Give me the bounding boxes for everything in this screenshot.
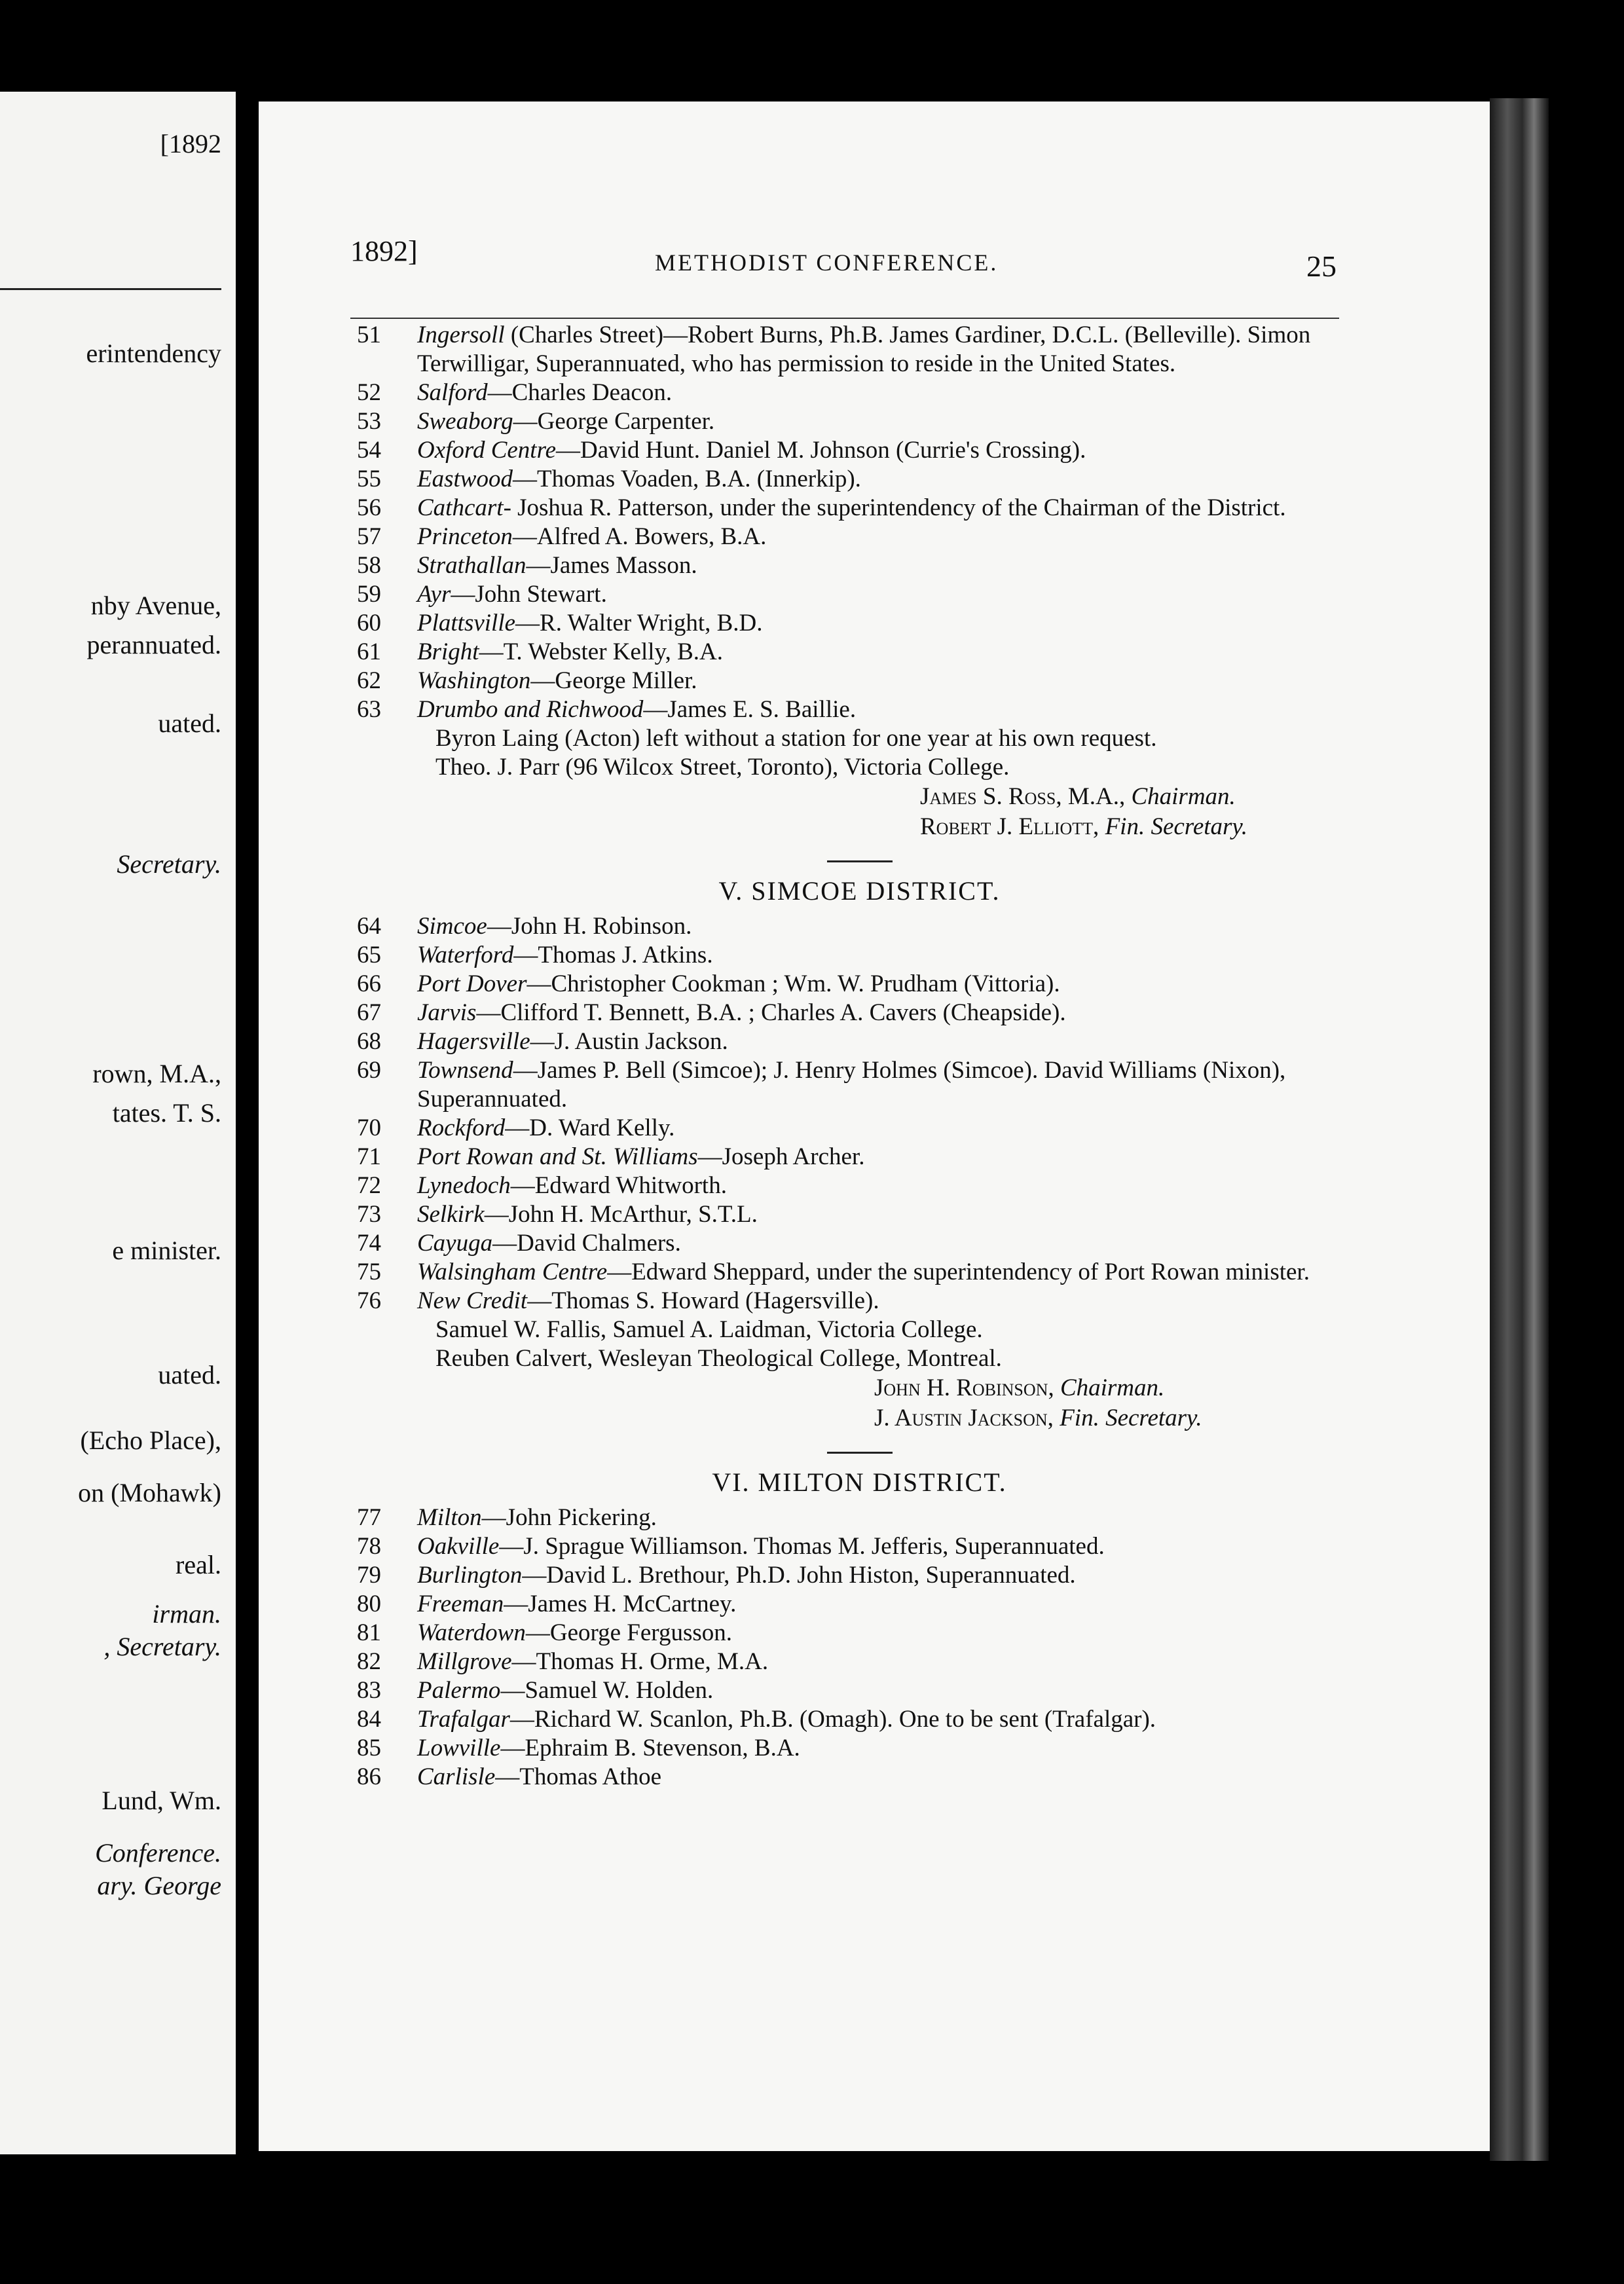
chairman-name: John H. Robinson, xyxy=(874,1374,1054,1401)
left-page-text-fragment: nby Avenue, xyxy=(90,591,221,620)
circuit-entry xyxy=(357,1027,1362,1056)
circuit-number: 53 xyxy=(357,408,381,435)
circuit-entry xyxy=(357,551,1362,580)
circuit-ministers: —George Fergusson. xyxy=(525,1619,733,1646)
left-page-text-fragment: e minister. xyxy=(112,1236,221,1265)
circuit-entry xyxy=(357,1590,1362,1619)
circuit-number: 68 xyxy=(357,1028,381,1055)
left-page-text-fragment: , Secretary. xyxy=(103,1632,221,1661)
circuit-place: Strathallan xyxy=(417,552,526,579)
circuit-number: 77 xyxy=(357,1504,381,1531)
circuit-place: Salford xyxy=(417,379,488,406)
circuit-entry xyxy=(357,436,1362,465)
circuit-place: Lynedoch xyxy=(417,1172,511,1199)
left-page-text-fragment: Lund, Wm. xyxy=(101,1786,221,1815)
simcoe-district-list xyxy=(357,912,1362,1316)
circuit-entry xyxy=(357,609,1362,638)
circuit-entry xyxy=(357,999,1362,1027)
circuit-place: Bright xyxy=(417,638,479,665)
circuit-place: Lowville xyxy=(417,1735,501,1761)
circuit-place: Port Dover xyxy=(417,970,527,997)
note-line: Byron Laing (Acton) left without a station for one year at his own request. xyxy=(435,725,1157,752)
district-heading: VI. MILTON DISTRICT. xyxy=(712,1467,1007,1497)
page-content xyxy=(357,321,1362,1792)
circuit-place: Burlington xyxy=(417,1562,523,1589)
circuit-ministers: —David Chalmers. xyxy=(492,1230,681,1257)
circuit-number: 70 xyxy=(357,1114,381,1141)
circuit-place: Walsingham Centre xyxy=(417,1259,608,1285)
left-page-text-fragment: Secretary. xyxy=(117,849,221,879)
circuit-ministers: —Thomas Athoe xyxy=(495,1763,662,1790)
circuit-entry xyxy=(357,378,1362,407)
circuit-ministers: —J. Sprague Williamson. Thomas M. Jefferis, Superannuated. xyxy=(499,1533,1105,1560)
circuit-ministers: —John Stewart. xyxy=(451,581,607,608)
section-divider xyxy=(827,860,893,862)
circuit-ministers: —Ephraim B. Stevenson, B.A. xyxy=(500,1735,800,1761)
circuit-ministers: —Joseph Archer. xyxy=(697,1143,865,1170)
chairman-name: James S. Ross, M.A., xyxy=(920,783,1126,810)
circuit-ministers: —John H. McArthur, S.T.L. xyxy=(484,1201,758,1228)
circuit-place: Trafalgar xyxy=(417,1706,510,1733)
circuit-place: Rockford xyxy=(417,1114,506,1141)
circuit-entry xyxy=(357,1287,1362,1316)
circuit-entry xyxy=(357,1503,1362,1532)
left-page-text-fragment: perannuated. xyxy=(86,630,221,659)
circuit-entry xyxy=(357,1619,1362,1648)
circuit-place: New Credit xyxy=(417,1287,528,1314)
circuit-number: 72 xyxy=(357,1172,381,1199)
header-title: METHODIST CONFERENCE. xyxy=(655,249,999,276)
secretary-name: J. Austin Jackson, xyxy=(874,1405,1054,1431)
circuit-number: 75 xyxy=(357,1259,381,1285)
milton-district-list xyxy=(357,1503,1362,1792)
page-number: 25 xyxy=(1306,249,1337,283)
secretary-role: Fin. Secretary. xyxy=(1060,1405,1202,1431)
circuit-number: 54 xyxy=(357,437,381,464)
left-page-text-fragment: irman. xyxy=(152,1599,221,1629)
chairman-role: Chairman. xyxy=(1060,1374,1165,1401)
circuit-place: Waterford xyxy=(417,942,514,968)
left-page-text-fragment: erintendency xyxy=(86,339,221,368)
circuit-entry xyxy=(357,523,1362,551)
circuit-entry xyxy=(357,1648,1362,1676)
circuit-number: 84 xyxy=(357,1706,381,1733)
circuit-entry xyxy=(357,1171,1362,1200)
circuit-entry xyxy=(357,494,1362,523)
circuit-ministers: —David Hunt. Daniel M. Johnson (Currie's Crossing). xyxy=(556,437,1086,464)
circuit-number: 57 xyxy=(357,523,381,550)
circuit-ministers: —Richard W. Scanlon, Ph.B. (Omagh). One to be sent (Trafalgar). xyxy=(509,1706,1156,1733)
circuit-entry xyxy=(357,580,1362,609)
circuit-ministers: —George Miller. xyxy=(530,667,697,694)
circuit-number: 55 xyxy=(357,466,381,492)
circuit-number: 61 xyxy=(357,638,381,665)
circuit-number: 78 xyxy=(357,1533,381,1560)
district-signature xyxy=(357,782,1362,842)
circuit-ministers: —Charles Deacon. xyxy=(487,379,673,406)
circuit-ministers: —D. Ward Kelly. xyxy=(505,1114,675,1141)
circuit-place: Cayuga xyxy=(417,1230,493,1257)
circuit-ministers: (Charles Street)—Robert Burns, Ph.B. James Gardiner, D.C.L. (Belleville). Simon Terwilligar, Superannuated, who has permission to reside in the United States. xyxy=(417,322,1311,377)
left-page-header-rule xyxy=(0,288,221,290)
circuit-entry xyxy=(357,1114,1362,1143)
circuit-entry xyxy=(357,1258,1362,1287)
circuit-number: 60 xyxy=(357,610,381,636)
circuit-place: Washington xyxy=(417,667,531,694)
header-rule xyxy=(350,318,1339,319)
circuit-place: Ingersoll xyxy=(417,322,505,348)
circuit-ministers: —J. Austin Jackson. xyxy=(530,1028,728,1055)
circuit-number: 56 xyxy=(357,494,381,521)
book-spine-edge xyxy=(1490,98,1549,2161)
circuit-ministers: —Thomas S. Howard (Hagersville). xyxy=(527,1287,879,1314)
wesley-district-list-continued xyxy=(357,321,1362,724)
circuit-number: 63 xyxy=(357,696,381,723)
circuit-entry xyxy=(357,667,1362,695)
circuit-number: 71 xyxy=(357,1143,381,1170)
circuit-entry xyxy=(357,465,1362,494)
circuit-ministers: —Thomas H. Orme, M.A. xyxy=(511,1648,769,1675)
circuit-place: Selkirk xyxy=(417,1201,485,1228)
circuit-entry xyxy=(357,1143,1362,1171)
circuit-entry xyxy=(357,1734,1362,1763)
circuit-number: 52 xyxy=(357,379,381,406)
district-heading: V. SIMCOE DISTRICT. xyxy=(718,876,1001,906)
circuit-place: Princeton xyxy=(417,523,513,550)
circuit-ministers: —David L. Brethour, Ph.D. John Histon, Superannuated. xyxy=(522,1562,1076,1589)
circuit-ministers: —Christopher Cookman ; Wm. W. Prudham (Vittoria). xyxy=(526,970,1060,997)
circuit-number: 69 xyxy=(357,1057,381,1084)
circuit-ministers: - Joshua R. Patterson, under the superintendency of the Chairman of the District. xyxy=(503,494,1286,521)
circuit-number: 74 xyxy=(357,1230,381,1257)
circuit-number: 62 xyxy=(357,667,381,694)
circuit-number: 76 xyxy=(357,1287,381,1314)
circuit-ministers: —James P. Bell (Simcoe); J. Henry Holmes (Simcoe). David Williams (Nixon), Superannuated. xyxy=(417,1057,1286,1113)
circuit-place: Drumbo and Richwood xyxy=(417,696,644,723)
circuit-number: 67 xyxy=(357,999,381,1026)
circuit-entry xyxy=(357,1763,1362,1792)
circuit-number: 79 xyxy=(357,1562,381,1589)
circuit-place: Hagersville xyxy=(417,1028,530,1055)
circuit-place: Jarvis xyxy=(417,999,477,1026)
circuit-place: Milton xyxy=(417,1504,482,1531)
circuit-ministers: —James E. S. Baillie. xyxy=(643,696,857,723)
circuit-number: 59 xyxy=(357,581,381,608)
circuit-place: Oakville xyxy=(417,1533,500,1560)
left-page-text-fragment: Conference. xyxy=(95,1838,221,1868)
circuit-number: 58 xyxy=(357,552,381,579)
circuit-place: Waterdown xyxy=(417,1619,526,1646)
circuit-number: 86 xyxy=(357,1763,381,1790)
circuit-ministers: —John H. Robinson. xyxy=(487,913,692,940)
circuit-ministers: —John Pickering. xyxy=(481,1504,657,1531)
circuit-number: 64 xyxy=(357,913,381,940)
circuit-entry xyxy=(357,970,1362,999)
circuit-entry xyxy=(357,1056,1362,1114)
secretary-role: Fin. Secretary. xyxy=(1105,813,1248,840)
circuit-entry xyxy=(357,407,1362,436)
circuit-place: Freeman xyxy=(417,1591,504,1617)
circuit-place: Cathcart xyxy=(417,494,504,521)
note-line: Samuel W. Fallis, Samuel A. Laidman, Victoria College. xyxy=(435,1316,983,1343)
circuit-ministers: —Edward Whitworth. xyxy=(510,1172,727,1199)
circuit-ministers: —Clifford T. Bennett, B.A. ; Charles A. Cavers (Cheapside). xyxy=(476,999,1066,1026)
left-page-text-fragment: tates. T. S. xyxy=(112,1098,221,1128)
circuit-entry xyxy=(357,941,1362,970)
circuit-entry xyxy=(357,1561,1362,1590)
circuit-ministers: —Alfred A. Bowers, B.A. xyxy=(512,523,767,550)
circuit-ministers: —R. Walter Wright, B.D. xyxy=(515,610,763,636)
circuit-entry xyxy=(357,1532,1362,1561)
circuit-entry xyxy=(357,1705,1362,1734)
circuit-number: 80 xyxy=(357,1591,381,1617)
circuit-place: Townsend xyxy=(417,1057,513,1084)
circuit-place: Carlisle xyxy=(417,1763,496,1790)
district-notes xyxy=(357,724,1362,782)
left-page-text-fragment: uated. xyxy=(158,709,221,738)
circuit-number: 73 xyxy=(357,1201,381,1228)
circuit-entry xyxy=(357,638,1362,667)
circuit-entry xyxy=(357,1229,1362,1258)
circuit-number: 81 xyxy=(357,1619,381,1646)
left-page-text-fragment: (Echo Place), xyxy=(80,1426,221,1455)
circuit-ministers: —T. Webster Kelly, B.A. xyxy=(479,638,724,665)
note-line: Reuben Calvert, Wesleyan Theological College, Montreal. xyxy=(435,1345,1002,1372)
circuit-number: 85 xyxy=(357,1735,381,1761)
section-divider xyxy=(827,1452,893,1454)
note-line: Theo. J. Parr (96 Wilcox Street, Toronto), Victoria College. xyxy=(435,754,1010,781)
left-page-text-fragment: [1892 xyxy=(160,129,221,158)
left-facing-page xyxy=(0,92,236,2154)
circuit-number: 83 xyxy=(357,1677,381,1704)
circuit-ministers: —James H. McCartney. xyxy=(504,1591,737,1617)
circuit-place: Palermo xyxy=(417,1677,501,1704)
circuit-number: 66 xyxy=(357,970,381,997)
circuit-number: 65 xyxy=(357,942,381,968)
circuit-number: 51 xyxy=(357,322,381,348)
circuit-ministers: —Edward Sheppard, under the superintendency of Port Rowan minister. xyxy=(607,1259,1310,1285)
circuit-place: Ayr xyxy=(417,581,451,608)
header-year: 1892] xyxy=(350,235,418,267)
left-page-text-fragment: on (Mohawk) xyxy=(78,1478,221,1507)
circuit-entry xyxy=(357,695,1362,724)
circuit-place: Plattsville xyxy=(417,610,516,636)
circuit-place: Millgrove xyxy=(417,1648,512,1675)
circuit-entry xyxy=(357,1676,1362,1705)
circuit-place: Port Rowan and St. Williams xyxy=(417,1143,698,1170)
left-page-text-fragment: ary. George xyxy=(97,1871,221,1900)
circuit-number: 82 xyxy=(357,1648,381,1675)
circuit-entry xyxy=(357,912,1362,941)
circuit-ministers: —Samuel W. Holden. xyxy=(500,1677,714,1704)
secretary-name: Robert J. Elliott, xyxy=(920,813,1099,840)
circuit-place: Oxford Centre xyxy=(417,437,557,464)
circuit-ministers: —James Masson. xyxy=(526,552,697,579)
left-page-text-fragment: real. xyxy=(175,1550,221,1579)
district-signature xyxy=(357,1373,1362,1433)
left-page-text-fragment: rown, M.A., xyxy=(92,1059,221,1088)
circuit-place: Sweaborg xyxy=(417,408,513,435)
circuit-entry xyxy=(357,321,1362,378)
circuit-ministers: —Thomas J. Atkins. xyxy=(513,942,713,968)
circuit-place: Eastwood xyxy=(417,466,513,492)
circuit-entry xyxy=(357,1200,1362,1229)
circuit-ministers: —Thomas Voaden, B.A. (Innerkip). xyxy=(512,466,861,492)
circuit-ministers: —George Carpenter. xyxy=(513,408,715,435)
left-page-text-fragment: uated. xyxy=(158,1360,221,1390)
district-notes xyxy=(357,1316,1362,1373)
chairman-role: Chairman. xyxy=(1131,783,1236,810)
circuit-place: Simcoe xyxy=(417,913,487,940)
